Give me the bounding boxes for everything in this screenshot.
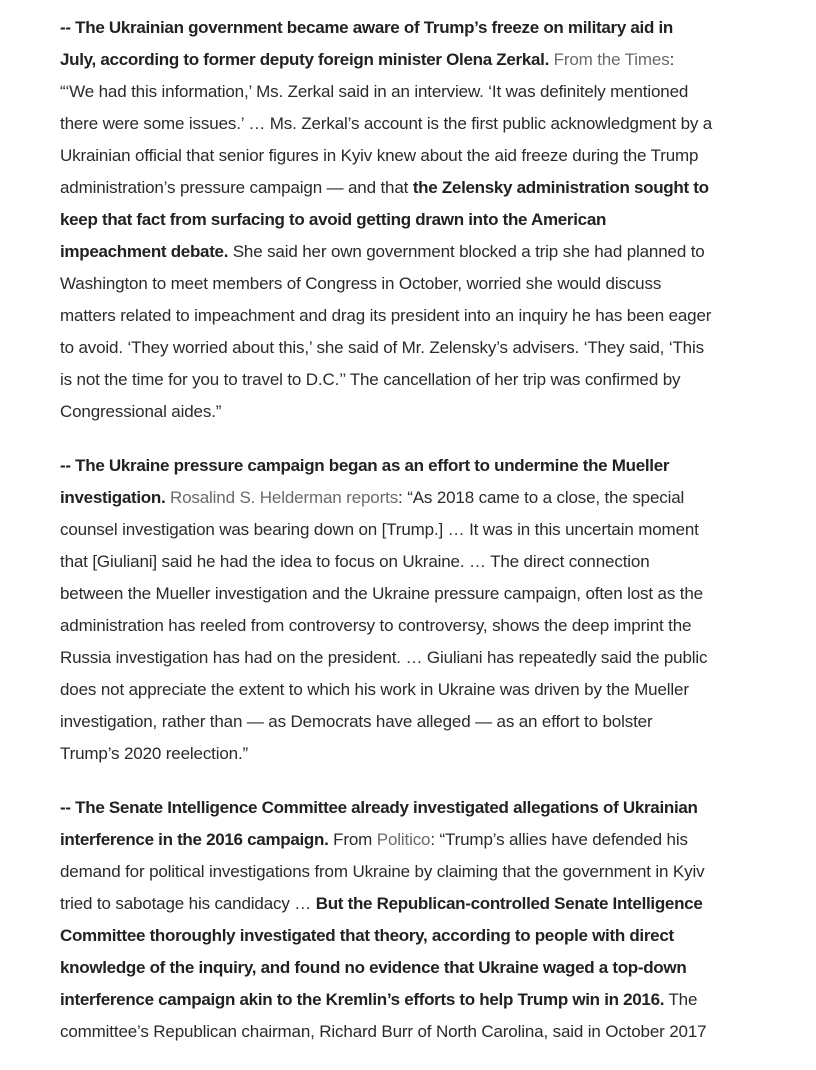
body-text: administration has reeled from controversy to controversy, shows the deep imprint the — [60, 616, 692, 635]
text-line — [60, 268, 780, 300]
text-line — [60, 888, 780, 920]
bold-text: -- The Senate Intelligence Committee already investigated allegations of Ukrainian — [60, 798, 698, 817]
text-line — [60, 332, 780, 364]
body-text: “‘We had this information,’ Ms. Zerkal said in an interview. ‘It was definitely mentioned — [60, 82, 689, 101]
bold-text: -- The Ukrainian government became aware of Trump’s freeze on military aid in — [60, 18, 673, 37]
bold-text: interference campaign akin to the Kremlin’s efforts to help Trump win in 2016. — [60, 990, 665, 1009]
bold-text: keep that fact from surfacing to avoid getting drawn into the American — [60, 210, 607, 229]
text-line — [60, 514, 780, 546]
body-text: Russia investigation has had on the president. … Giuliani has repeatedly said the public — [60, 648, 708, 667]
body-text: to avoid. ‘They worried about this,’ she said of Mr. Zelensky’s advisers. ‘They said, ‘This — [60, 338, 704, 357]
bold-text: Committee thoroughly investigated that theory, according to people with direct — [60, 926, 674, 945]
article-paragraph — [60, 450, 780, 770]
source-link[interactable]: Rosalind S. Helderman reports — [169, 488, 399, 507]
text-line — [60, 674, 780, 706]
text-line — [60, 578, 780, 610]
body-text: Trump’s 2020 reelection.” — [60, 744, 249, 763]
text-line — [60, 952, 780, 984]
text-line — [60, 364, 780, 396]
text-line — [60, 546, 780, 578]
text-line — [60, 76, 780, 108]
text-line — [60, 610, 780, 642]
bold-text: the Zelensky administration sought to — [412, 178, 709, 197]
article-paragraph — [60, 792, 780, 1048]
body-text: : — [669, 50, 675, 69]
body-text: Congressional aides.” — [60, 402, 222, 421]
body-text: matters related to impeachment and drag its president into an inquiry he has been eager — [60, 306, 712, 325]
text-line — [60, 172, 780, 204]
text-line — [60, 792, 780, 824]
body-text: administration’s pressure campaign — and that — [60, 178, 413, 197]
body-text: Washington to meet members of Congress in October, worried she would discuss — [60, 274, 662, 293]
bold-text: July, according to former deputy foreign minister Olena Zerkal. — [60, 50, 550, 69]
body-text: The — [664, 990, 698, 1009]
body-text: is not the time for you to travel to D.C.’’ The cancellation of her trip was confirmed by — [60, 370, 681, 389]
body-text: : “As 2018 came to a close, the special — [398, 488, 685, 507]
text-line — [60, 396, 780, 428]
text-line — [60, 300, 780, 332]
source-link[interactable]: Politico — [376, 830, 431, 849]
bold-text: impeachment debate. — [60, 242, 229, 261]
bold-text: investigation. — [60, 488, 166, 507]
text-line — [60, 482, 780, 514]
text-line — [60, 140, 780, 172]
body-text: investigation, rather than — as Democrats have alleged — as an effort to bolster — [60, 712, 653, 731]
body-text: demand for political investigations from Ukraine by claiming that the government in Kyiv — [60, 862, 705, 881]
body-text: that [Giuliani] said he had the idea to focus on Ukraine. … The direct connection — [60, 552, 650, 571]
text-line — [60, 984, 780, 1016]
body-text: between the Mueller investigation and the Ukraine pressure campaign, often lost as the — [60, 584, 703, 603]
text-line — [60, 920, 780, 952]
article-paragraph — [60, 12, 780, 428]
text-line — [60, 824, 780, 856]
body-text: She said her own government blocked a trip she had planned to — [228, 242, 705, 261]
article-body — [60, 12, 780, 1070]
text-line — [60, 642, 780, 674]
body-text: : “Trump’s allies have defended his — [430, 830, 688, 849]
body-text: From — [328, 830, 377, 849]
bold-text: interference in the 2016 campaign. — [60, 830, 329, 849]
body-text: does not appreciate the extent to which his work in Ukraine was driven by the Mueller — [60, 680, 689, 699]
bold-text: knowledge of the inquiry, and found no evidence that Ukraine waged a top-down — [60, 958, 687, 977]
text-line — [60, 738, 780, 770]
source-link[interactable]: From the Times — [553, 50, 670, 69]
text-line — [60, 1016, 780, 1048]
body-text: committee’s Republican chairman, Richard Burr of North Carolina, said in October 2017 — [60, 1022, 707, 1041]
text-line — [60, 706, 780, 738]
text-line — [60, 12, 780, 44]
text-line — [60, 108, 780, 140]
body-text: Ukrainian official that senior figures in Kyiv knew about the aid freeze during the Trump — [60, 146, 699, 165]
bold-text: But the Republican-controlled Senate Intelligence — [315, 894, 703, 913]
text-line — [60, 856, 780, 888]
bold-text: -- The Ukraine pressure campaign began as an effort to undermine the Mueller — [60, 456, 670, 475]
body-text: tried to sabotage his candidacy … — [60, 894, 316, 913]
text-line — [60, 44, 780, 76]
text-line — [60, 236, 780, 268]
text-line — [60, 204, 780, 236]
text-line — [60, 450, 780, 482]
body-text: counsel investigation was bearing down on [Trump.] … It was in this uncertain moment — [60, 520, 699, 539]
body-text: there were some issues.’ … Ms. Zerkal’s account is the first public acknowledgment by a — [60, 114, 713, 133]
